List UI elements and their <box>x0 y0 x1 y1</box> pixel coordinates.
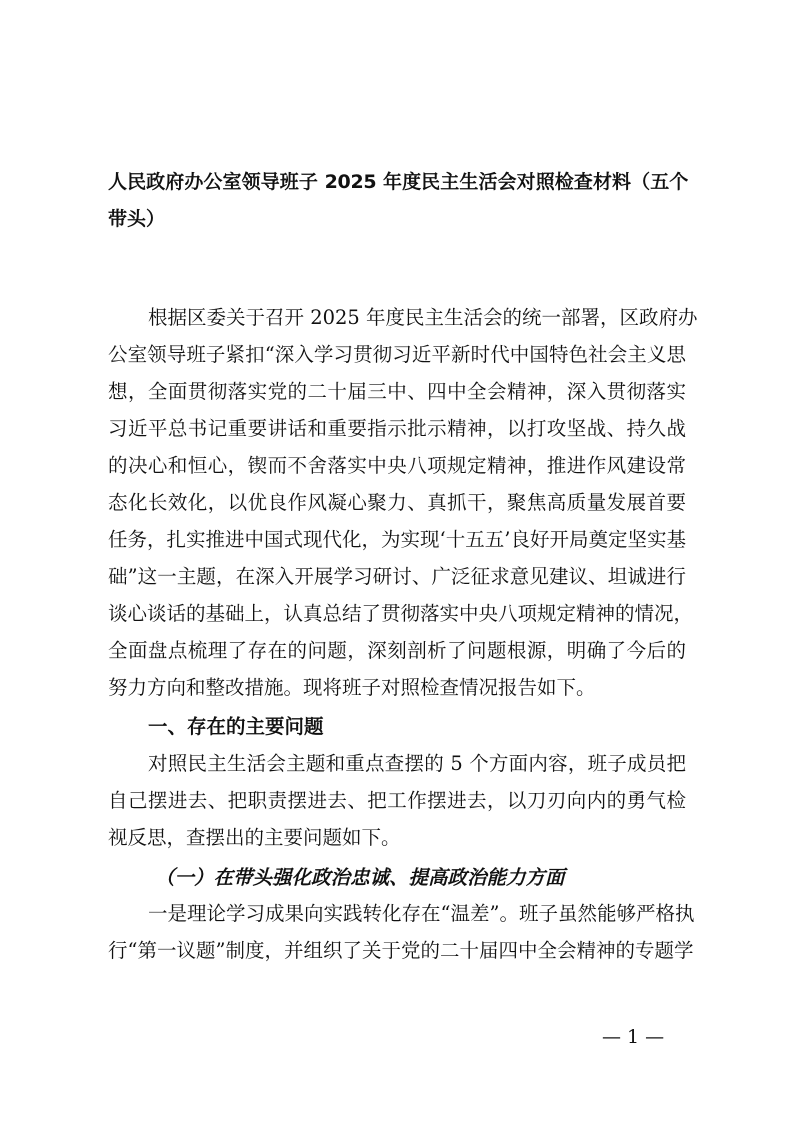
body-text-line: 视反思，查摆出的主要问题如下。 <box>108 826 401 849</box>
body-text-line: 的决心和恒心，锲而不舍落实中央八项规定精神，推进作风建设常 <box>108 454 686 477</box>
body-text-line: 础”这一主题，在深入开展学习研讨、广泛征求意见建议、坦诚进行 <box>108 565 686 588</box>
body-text-line: 谈心谈话的基础上，认真总结了贯彻落实中央八项规定精神的情况， <box>108 602 694 625</box>
subsection-heading: （一）在带头强化政治忠诚、提高政治能力方面 <box>155 866 565 889</box>
body-text-line: 任务，扎实推进中国式现代化，为实现‘十五五’良好开局奠定坚实基 <box>108 528 686 551</box>
document-title-line-1: 人民政府办公室领导班子 2025 年度民主生活会对照检查材料（五个 <box>108 171 688 193</box>
body-text-line: 态化长效化，以优良作风凝心聚力、真抓干，聚焦高质量发展首要 <box>108 491 686 514</box>
body-text-line: 全面盘点梳理了存在的问题，深刻剖析了问题根源，明确了今后的 <box>108 639 686 662</box>
document-title-line-2: 带头） <box>108 208 166 230</box>
body-text-line: 根据区委关于召开 2025 年度民主生活会的统一部署，区政府办 <box>148 306 698 329</box>
body-text-line: 一是理论学习成果向实践转化存在“温差”。班子虽然能够严格执 <box>148 902 695 925</box>
body-text-line: 对照民主生活会主题和重点查摆的 5 个方面内容，班子成员把 <box>148 752 686 775</box>
page-number: — 1 — <box>602 1026 665 1048</box>
body-text-line: 公室领导班子紧扣“深入学习贯彻习近平新时代中国特色社会主义思 <box>108 343 686 366</box>
body-text-line: 行“第一议题”制度，并组织了关于党的二十届四中全会精神的专题学 <box>108 939 694 962</box>
section-heading: 一、存在的主要问题 <box>148 715 324 738</box>
body-text-line: 习近平总书记重要讲话和重要指示批示精神，以打攻坚战、持久战 <box>108 417 686 440</box>
body-text-line: 努力方向和整改措施。现将班子对照检查情况报告如下。 <box>108 676 596 699</box>
body-text-line: 自己摆进去、把职责摆进去、把工作摆进去，以刀刃向内的勇气检 <box>108 789 686 812</box>
body-text-line: 想，全面贯彻落实党的二十届三中、四中全会精神，深入贯彻落实 <box>108 380 686 403</box>
